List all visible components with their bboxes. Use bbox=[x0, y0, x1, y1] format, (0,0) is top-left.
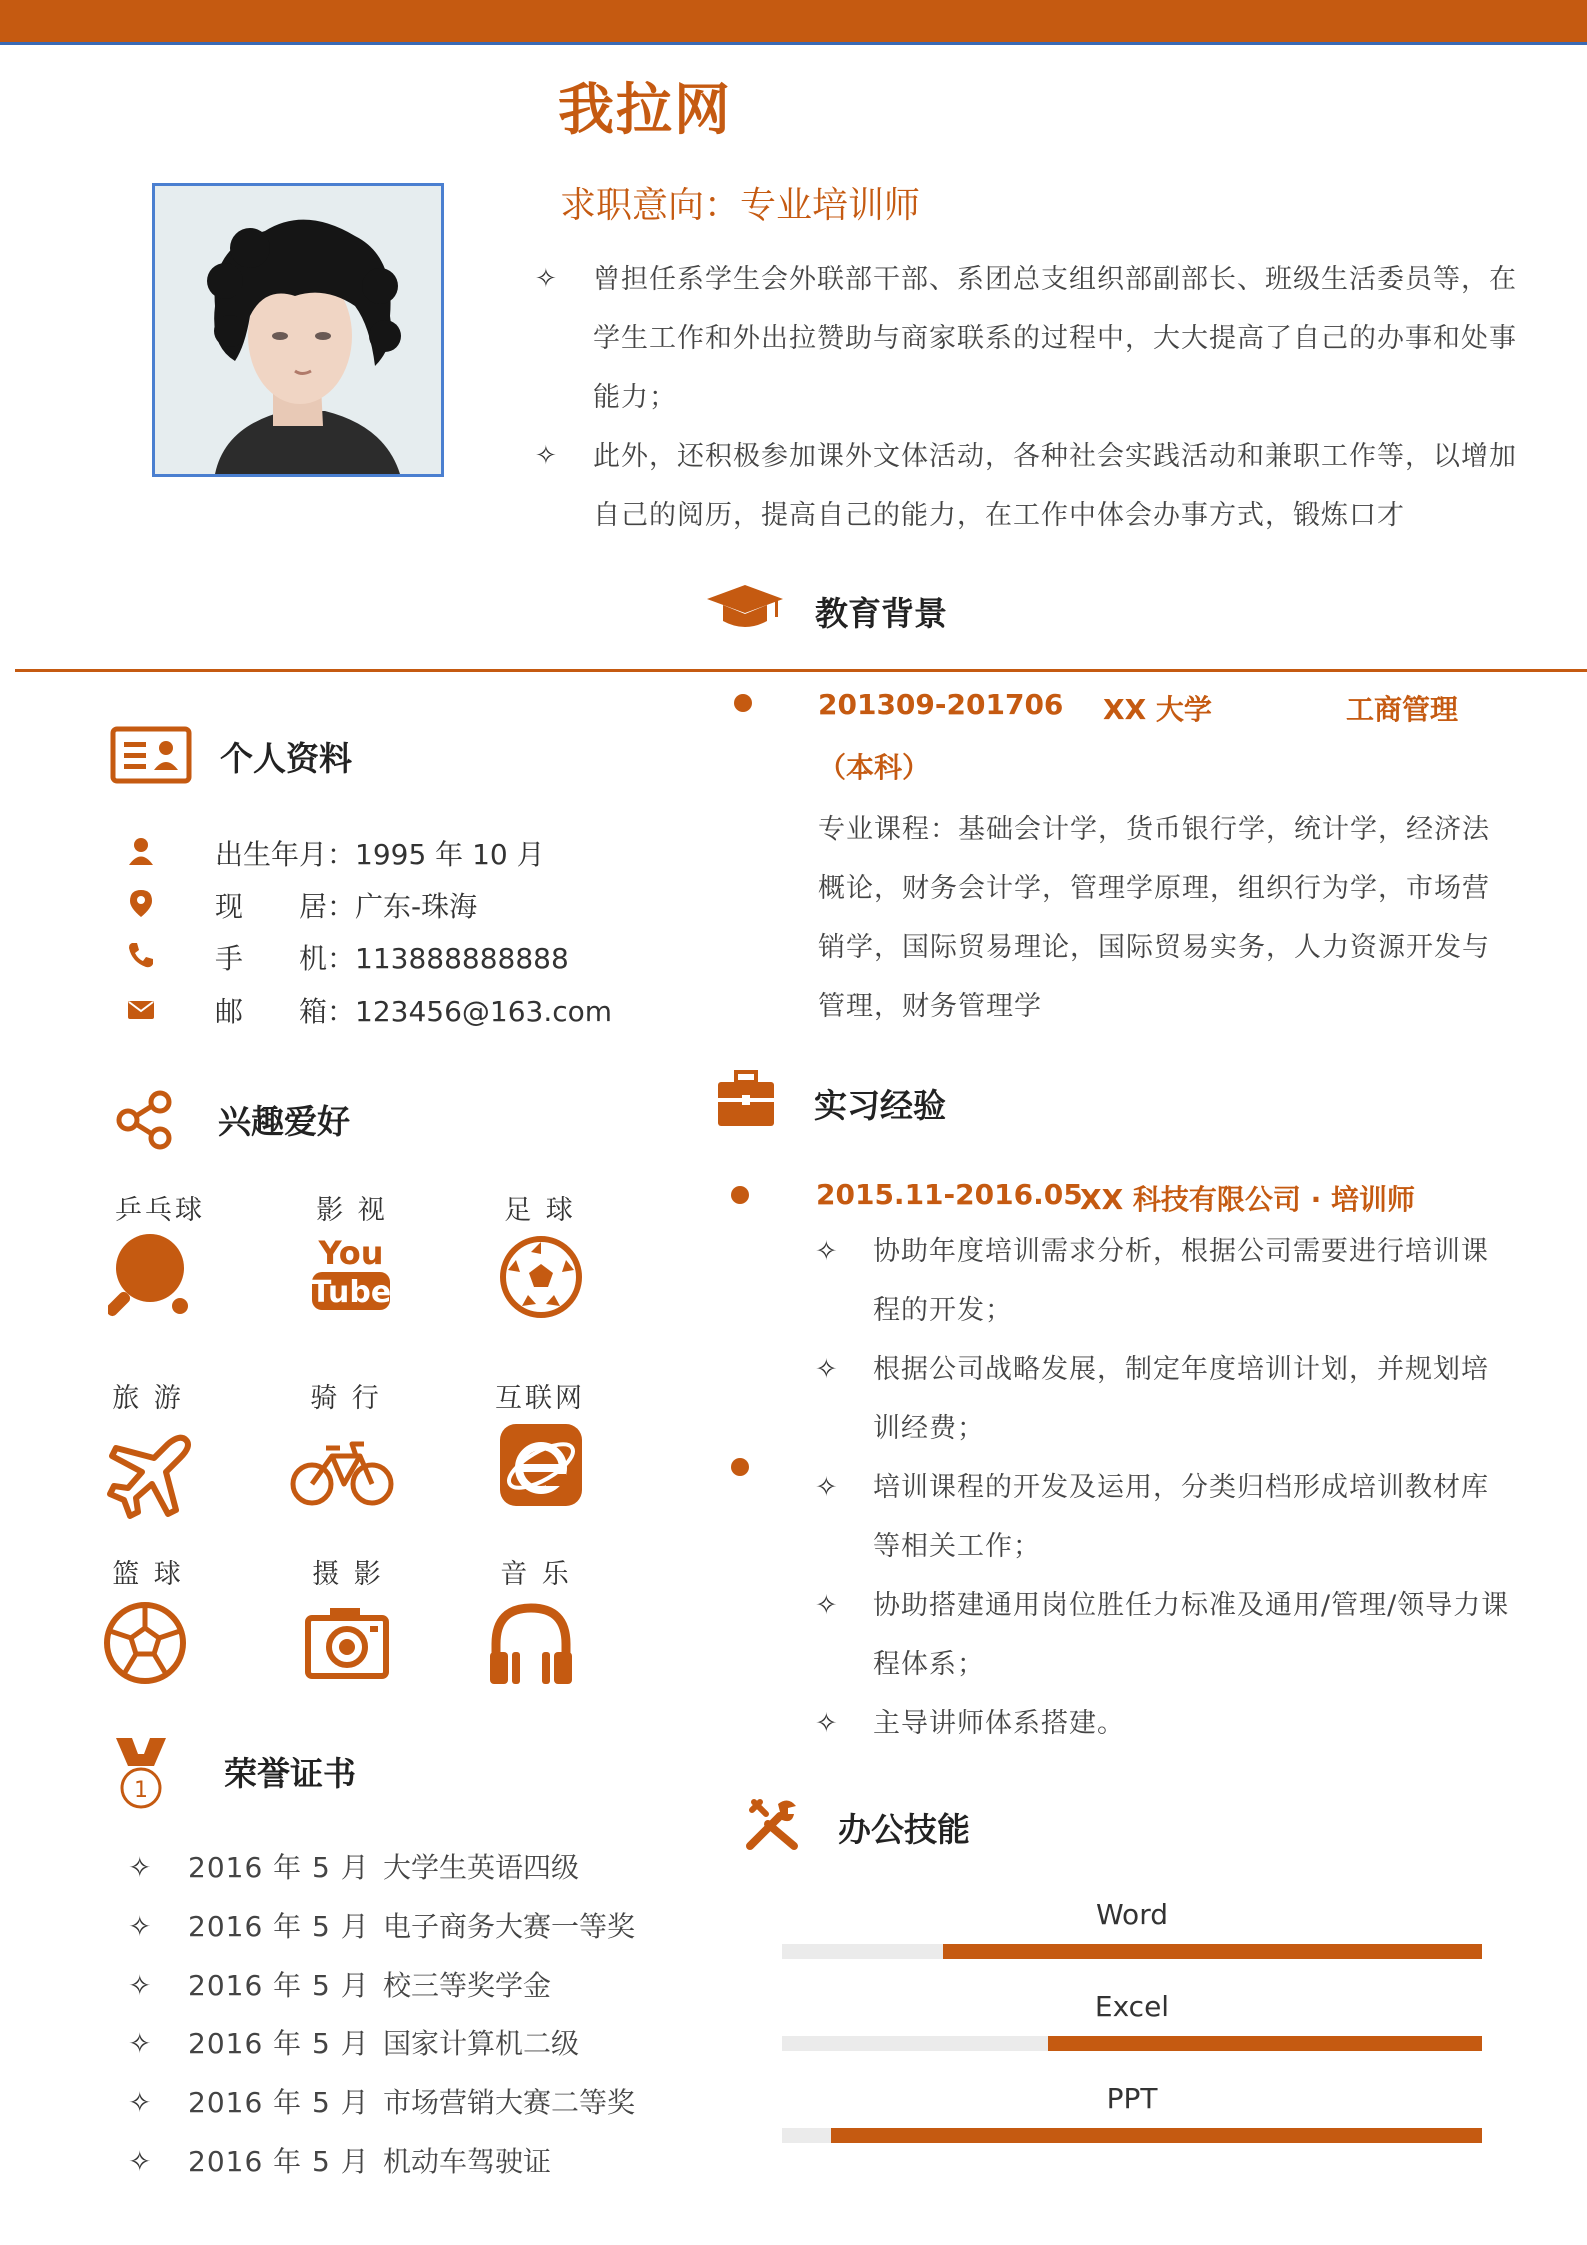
sparkle-icon: ✧ bbox=[128, 2086, 152, 2119]
sparkle-icon: ✧ bbox=[815, 1472, 839, 1503]
ping-pong-icon bbox=[108, 1230, 198, 1320]
duty-item: ✧ 培训课程的开发及运用，分类归档形成培训教材库等相关工作； bbox=[815, 1458, 1515, 1576]
skill-label: Word bbox=[1096, 1898, 1168, 1931]
mail-icon bbox=[126, 994, 156, 1024]
medal-icon bbox=[112, 1736, 170, 1810]
profile-title: 个人资料 bbox=[220, 739, 352, 778]
briefcase-icon bbox=[716, 1070, 776, 1128]
birth-info: 出生年月：1995 年 10 月 bbox=[215, 838, 545, 871]
tools-icon bbox=[744, 1796, 800, 1852]
sparkle-icon: ✧ bbox=[128, 1851, 152, 1884]
hobby-label: 互联网 bbox=[495, 1383, 585, 1414]
education-degree: （本科） bbox=[818, 751, 931, 784]
svg-text:Tube: Tube bbox=[310, 1275, 392, 1310]
ball-icon bbox=[100, 1598, 190, 1688]
sparkle-icon: ✧ bbox=[535, 441, 558, 471]
duty-item: ✧ 根据公司战略发展，制定年度培训计划，并规划培训经费； bbox=[815, 1340, 1515, 1458]
bicycle-icon bbox=[290, 1436, 394, 1508]
summary-item: ✧ 此外，还积极参加课外文体活动，各种社会实践活动和兼职工作等，以增加自己的阅历，提高自己的能力，在工作中体会办事方式，锻炼口才 bbox=[535, 427, 1525, 545]
person-icon bbox=[126, 836, 156, 866]
internet-explorer-icon bbox=[496, 1420, 586, 1510]
top-banner bbox=[0, 0, 1587, 45]
id-card-icon bbox=[110, 726, 192, 784]
education-courses: 专业课程：基础会计学，货币银行学，统计学，经济法概论，财务会计学，管理学原理，组织行为学，市场营销学，国际贸易理论，国际贸易实务，人力资源开发与管理，财务管理学 bbox=[818, 814, 1490, 1022]
summary-list bbox=[535, 250, 1525, 545]
share-icon bbox=[114, 1090, 174, 1150]
hobby-label: 骑 行 bbox=[310, 1383, 382, 1414]
hobby-label: 影 视 bbox=[316, 1195, 388, 1226]
profile-photo bbox=[152, 183, 444, 477]
hobby-label: 摄 影 bbox=[312, 1559, 384, 1590]
skill-bar-fill bbox=[1048, 2036, 1482, 2051]
sparkle-icon: ✧ bbox=[128, 1969, 152, 2002]
internship-period: 2015.11-2016.05 bbox=[816, 1178, 1083, 1211]
timeline-dot bbox=[731, 1458, 749, 1476]
skill-bar-word bbox=[782, 1944, 1482, 1959]
skills-title: 办公技能 bbox=[838, 1810, 970, 1849]
hobby-label: 音 乐 bbox=[500, 1559, 572, 1590]
hobby-label: 篮 球 bbox=[112, 1559, 184, 1590]
svg-text:You: You bbox=[318, 1234, 384, 1272]
education-period: 201309-201706 bbox=[818, 688, 1064, 721]
sparkle-icon: ✧ bbox=[815, 1708, 839, 1739]
education-school: XX 大学 bbox=[1103, 693, 1212, 726]
sparkle-icon: ✧ bbox=[128, 2027, 152, 2060]
sparkle-icon: ✧ bbox=[128, 2145, 152, 2178]
skill-label: PPT bbox=[1106, 2082, 1158, 2115]
skill-bar-fill bbox=[831, 2128, 1482, 2143]
headphones-icon bbox=[486, 1598, 576, 1688]
camera-icon bbox=[302, 1602, 392, 1692]
skill-bar-ppt bbox=[782, 2128, 1482, 2143]
graduation-cap-icon bbox=[705, 583, 785, 633]
internship-title: 实习经验 bbox=[814, 1086, 946, 1125]
soccer-ball-icon bbox=[496, 1232, 586, 1322]
skill-label: Excel bbox=[1094, 1990, 1170, 2023]
airplane-icon bbox=[104, 1432, 194, 1522]
phone-info: 手 机：113888888888 bbox=[215, 942, 569, 975]
hobby-label: 乒乓球 bbox=[115, 1195, 205, 1226]
applicant-name: 我拉网 bbox=[558, 78, 732, 143]
honor-item: ✧ 2016 年 5 月 国家计算机二级 bbox=[128, 2027, 580, 2060]
internship-duties bbox=[815, 1222, 1515, 1753]
honor-item: ✧ 2016 年 5 月 电子商务大赛一等奖 bbox=[128, 1910, 636, 1943]
sparkle-icon: ✧ bbox=[815, 1236, 839, 1267]
duty-item: ✧ 协助年度培训需求分析，根据公司需要进行培训课程的开发； bbox=[815, 1222, 1515, 1340]
duty-item: ✧ 主导讲师体系搭建。 bbox=[815, 1694, 1515, 1753]
skill-bar-fill bbox=[943, 1944, 1482, 1959]
timeline-dot bbox=[734, 694, 752, 712]
job-intent: 求职意向：专业培训师 bbox=[560, 185, 921, 226]
duty-item: ✧ 协助搭建通用岗位胜任力标准及通用/管理/领导力课程体系； bbox=[815, 1576, 1515, 1694]
education-title: 教育背景 bbox=[815, 594, 947, 633]
sparkle-icon: ✧ bbox=[128, 1910, 152, 1943]
residence-info: 现 居：广东-珠海 bbox=[215, 890, 478, 923]
honors-title: 荣誉证书 bbox=[224, 1754, 356, 1793]
hobby-label: 足 球 bbox=[504, 1195, 576, 1226]
sparkle-icon: ✧ bbox=[535, 264, 558, 294]
honor-item: ✧ 2016 年 5 月 机动车驾驶证 bbox=[128, 2145, 552, 2178]
honor-item: ✧ 2016 年 5 月 大学生英语四级 bbox=[128, 1851, 580, 1884]
svg-text:1: 1 bbox=[134, 1778, 148, 1803]
phone-icon bbox=[126, 940, 156, 970]
sparkle-icon: ✧ bbox=[815, 1590, 839, 1621]
internship-company: XX 科技有限公司 · 培训师 bbox=[1080, 1183, 1416, 1216]
sparkle-icon: ✧ bbox=[815, 1354, 839, 1385]
hobby-label: 旅 游 bbox=[112, 1383, 184, 1414]
honor-item: ✧ 2016 年 5 月 校三等奖学金 bbox=[128, 1969, 552, 2002]
skill-bar-excel bbox=[782, 2036, 1482, 2051]
honor-item: ✧ 2016 年 5 月 市场营销大赛二等奖 bbox=[128, 2086, 636, 2119]
email-info: 邮 箱：123456@163.com bbox=[215, 995, 613, 1028]
summary-item: ✧ 曾担任系学生会外联部干部、系团总支组织部副部长、班级生活委员等，在学生工作和外出拉赞助与商家联系的过程中，大大提高了自己的办事和处事能力； bbox=[535, 250, 1525, 427]
youtube-icon bbox=[306, 1234, 396, 1314]
location-pin-icon bbox=[126, 888, 156, 918]
education-major: 工商管理 bbox=[1346, 693, 1459, 726]
hobbies-title: 兴趣爱好 bbox=[218, 1102, 350, 1141]
section-divider bbox=[15, 669, 1587, 672]
timeline-dot bbox=[731, 1186, 749, 1204]
